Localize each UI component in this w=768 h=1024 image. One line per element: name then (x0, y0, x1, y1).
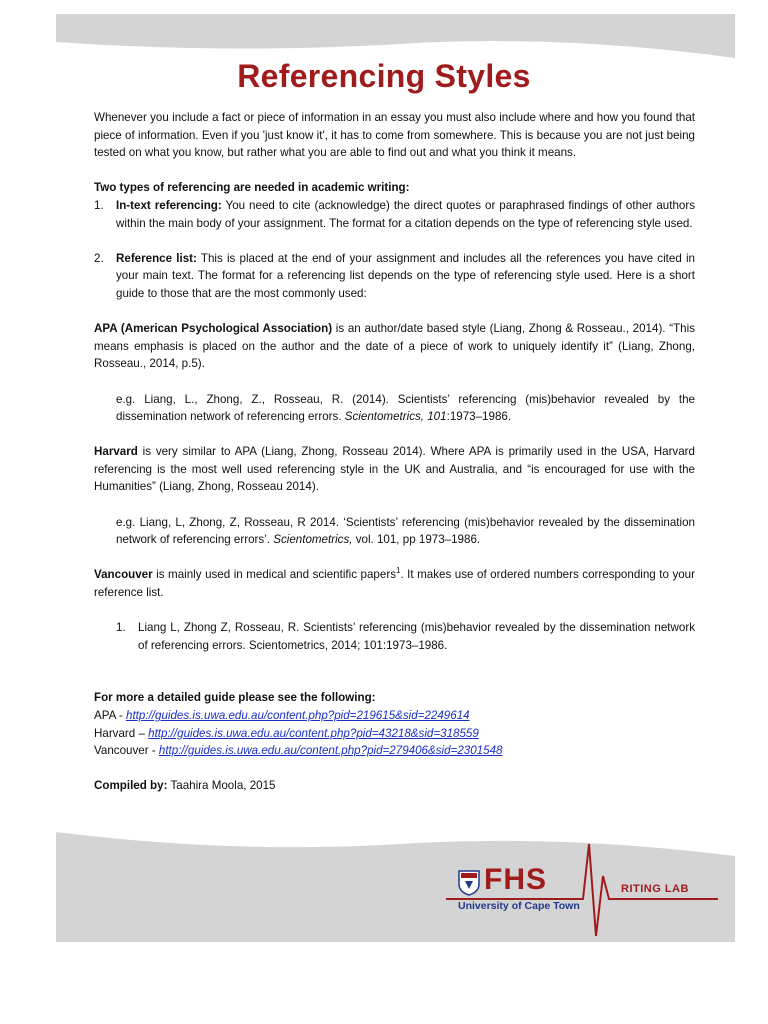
guide-link-prefix: Vancouver - (94, 744, 159, 758)
guide-link-prefix: Harvard – (94, 726, 149, 740)
apa-label: APA (American Psychological Association) (94, 322, 333, 336)
compiled-by (94, 777, 695, 795)
writing-lab-wordmark: RITING LAB (621, 883, 689, 895)
harvard-example-pages: vol. 101, pp 1973–1986. (352, 533, 481, 547)
list-item (94, 250, 695, 303)
vancouver-guide-link[interactable]: http://guides.is.uwa.edu.au/content.php?pid=279406&sid=2301548 (158, 744, 503, 758)
guide-link-row (94, 725, 695, 743)
guide-link-row (94, 742, 695, 760)
harvard-paragraph (94, 443, 695, 496)
list-item-text: This is placed at the end of your assignment and includes all the references you have cited in your main text. The format for a referencing list depends on the type of referencing style used. Here is a short guide to those that are the most commonly used: (116, 251, 695, 300)
harvard-example (94, 514, 695, 549)
list-item-label: In-text referencing: (116, 198, 222, 212)
list-item-text: You need to cite (acknowledge) the direct quotes or paraphrased findings of other authors within the main body of your assignment. The format for a citation depends on the type of referencing style used. (116, 198, 696, 230)
harvard-example-text: e.g. Liang, L, Zhong, Z, Rosseau, R 2014. ‘Scientists’ referencing (mis)behavior revealed by the dissemination network of referencing errors’. (116, 515, 695, 547)
footnote-marker: 1 (396, 566, 401, 576)
guide-link-row (94, 707, 695, 725)
header-band (0, 0, 768, 60)
guide-heading: For more a detailed guide please see the following: (94, 691, 376, 705)
harvard-label: Harvard (94, 445, 138, 459)
compiled-label: Compiled by: (94, 779, 168, 793)
list-number: 2. (94, 251, 104, 265)
page-title: Referencing Styles (237, 58, 531, 94)
fhs-writing-lab-logo (446, 836, 726, 936)
apa-guide-link[interactable]: http://guides.is.uwa.edu.au/content.php?pid=219615&sid=2249614 (126, 709, 470, 722)
apa-example-journal: Scientometrics, 101 (344, 410, 447, 424)
list-number: 1. (94, 198, 104, 212)
list-item (94, 197, 695, 232)
fhs-wordmark: FHS (484, 863, 547, 896)
vancouver-text-continued: . It makes use of ordered numbers corresponding to your reference list. (94, 568, 695, 600)
apa-text: is an author/date based style (Liang, Zhong & Rosseau., 2014). “This means emphasis is placed on the author and the date of a piece of work to uniquely identify it” (Liang, Zhong, Rosseau., 2014, p.5). (94, 322, 695, 371)
apa-example (94, 391, 695, 426)
vancouver-example (94, 619, 695, 654)
uct-crest-icon (458, 870, 480, 896)
apa-example-pages: :1973–1986. (446, 410, 512, 424)
harvard-guide-link[interactable]: http://guides.is.uwa.edu.au/content.php?pid=43218&sid=318559 (148, 726, 479, 740)
vancouver-example-text: Liang L, Zhong Z, Rosseau, R. Scientists’ referencing (mis)behavior revealed by the dissemination network of referencing errors. Scientometrics, 2014; 101:1973–1986. (138, 621, 695, 652)
vancouver-text: is mainly used in medical and scientific papers (152, 568, 396, 582)
document-body (94, 109, 695, 795)
list-item-label: Reference list: (116, 251, 197, 265)
guide-link-prefix: APA - (94, 709, 127, 722)
uct-wordmark: University of Cape Town (458, 900, 580, 912)
vancouver-label: Vancouver (94, 568, 153, 582)
types-heading: Two types of referencing are needed in academic writing: (94, 181, 410, 195)
intro-paragraph: Whenever you include a fact or piece of information in an essay you must also include where and how you found that piece of information. Even if you 'just know it', it has to come from somewhere. This is because you are not just being tested on what you know, but rather what you are able to find out and what you think it means. (94, 111, 695, 160)
list-number: 1. (116, 621, 126, 635)
compiled-text: Taahira Moola, 2015 (167, 779, 276, 793)
harvard-example-journal: Scientometrics, (273, 533, 353, 547)
apa-example-text: e.g. Liang, L., Zhong, Z., Rosseau, R. (2014). Scientists’ referencing (mis)behavior revealed by the dissemination network of referencing errors. (116, 392, 695, 424)
harvard-text: is very similar to APA (Liang, Zhong, Rosseau 2014). Where APA is primarily used in the USA, Harvard referencing is the most well used referencing style in the UK and Australia, and “is encouraged for use with the Humanities” (Liang, Zhong, Rosseau 2014). (94, 445, 695, 494)
vancouver-paragraph (94, 566, 695, 601)
apa-paragraph (94, 320, 695, 373)
